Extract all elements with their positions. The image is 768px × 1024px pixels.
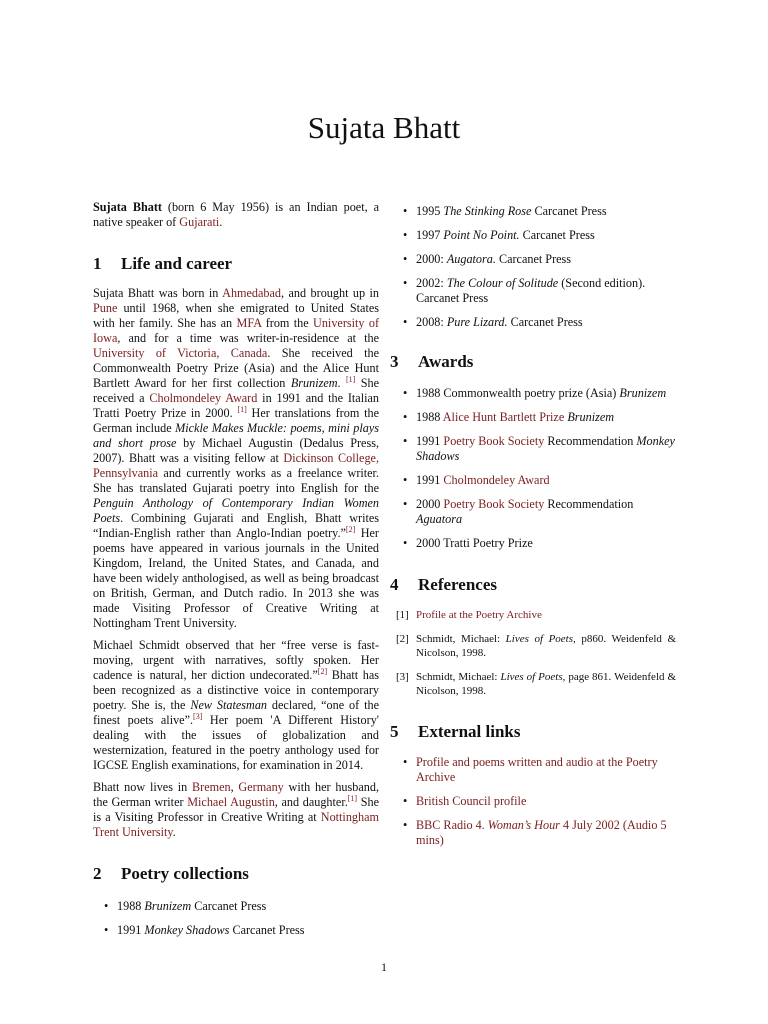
text: Michael Schmidt observed that her “free verse is fast-moving, urgent with narratives, softly spoken. Her cadence is natural, her diction undecorated.”	[93, 638, 379, 682]
link-ahmedabad[interactable]: Ahmedabad	[222, 286, 282, 300]
year: 2008:	[416, 315, 447, 329]
link-university-of-iowa[interactable]: University of Iowa	[93, 316, 379, 345]
text: .	[172, 825, 176, 839]
reference-number: [3]	[396, 671, 409, 683]
link-poetry-archive-profile[interactable]: Profile at the Poetry Archive	[416, 609, 542, 621]
link-dickinson-college[interactable]: Dickinson College, Pennsylvania	[93, 451, 380, 480]
text: and currently works as a freelance writer. She has translated Gujarati poetry into English for the	[93, 466, 379, 495]
section-title: Life and career	[121, 254, 233, 273]
section-heading-awards	[390, 354, 676, 369]
section-heading-poetry	[93, 866, 379, 881]
list-item	[392, 204, 676, 219]
text: , page 861. Weidenfeld & Nicolson, 1998.	[416, 671, 677, 697]
work-title: Penguin Anthology of Contemporary Indian Women Poets	[93, 496, 379, 525]
publisher: Carcanet Press	[495, 252, 572, 266]
external-links-list	[392, 755, 676, 848]
work-title: The Stinking Rose	[443, 204, 532, 218]
text: . She received the Commonwealth Poetry Prize (Asia) and the Alice Hunt Bartlett Award for her first collection	[93, 346, 379, 390]
link-text: 4 July 2002 (Audio 5 mins)	[416, 818, 667, 847]
text: Recommendation	[544, 497, 634, 511]
list-item	[392, 818, 676, 848]
work-title: Lives of Poets	[500, 671, 563, 683]
text: Her translations from the German include	[93, 406, 379, 435]
year: 1997	[416, 228, 444, 242]
link-cholmondeley-award[interactable]: Cholmondeley Award	[149, 391, 258, 405]
work-title: Aguatora	[416, 512, 463, 526]
list-item	[392, 228, 676, 243]
list-item	[392, 497, 676, 527]
link-mfa[interactable]: MFA	[236, 316, 262, 330]
text: She is a Visiting Professor in Creative Writing at	[93, 795, 380, 824]
text: .	[337, 376, 346, 390]
link-germany[interactable]: Germany	[238, 780, 284, 794]
section-number: 3	[390, 352, 399, 371]
work-title: Brunizem	[567, 410, 615, 424]
references-list	[392, 608, 676, 698]
citation-1[interactable]: [1]	[345, 374, 356, 384]
publisher: Carcanet Press	[519, 228, 595, 242]
text: in 1991 and the Italian Tratti Poetry Prize in 2000.	[93, 391, 379, 420]
text: Schmidt, Michael:	[416, 633, 506, 645]
text: She received a	[93, 376, 379, 405]
list-item	[392, 386, 676, 401]
section-number: 2	[93, 864, 102, 883]
link-pune[interactable]: Pune	[93, 301, 118, 315]
year: 1991	[117, 923, 145, 937]
work-title: The Colour of Solitude	[446, 276, 559, 290]
link-bremen[interactable]: Bremen	[192, 780, 231, 794]
link-british-council-profile[interactable]: British Council profile	[416, 794, 527, 808]
citation-1[interactable]: [1]	[237, 404, 247, 414]
work-title: Brunizem	[144, 899, 192, 913]
poetry-list-right	[392, 204, 676, 330]
list-item	[392, 434, 676, 464]
list-item	[93, 899, 379, 914]
text: . Combining Gujarati and English, Bhatt writes “Indian-English rather than Anglo-Indian poetry.”	[93, 511, 379, 540]
reference-number: [1]	[396, 609, 409, 621]
citation-1[interactable]: [1]	[347, 793, 358, 803]
text: Schmidt, Michael:	[416, 671, 501, 683]
text: 1991	[416, 434, 444, 448]
text: , and daughter.	[274, 795, 348, 809]
text: 2000 Tratti Poetry Prize	[416, 536, 533, 550]
citation-3[interactable]: [3]	[193, 711, 203, 721]
link-poetry-archive[interactable]: Profile and poems written and audio at the Poetry Archive	[416, 755, 658, 784]
reference-number: [2]	[396, 633, 409, 645]
text: , p860. Weidenfeld & Nicolson, 1998.	[416, 633, 677, 659]
section-heading-references	[390, 577, 676, 592]
subject-name: Sujata Bhatt	[93, 200, 162, 214]
link-alice-hunt-bartlett-prize[interactable]: Alice Hunt Bartlett Prize	[442, 410, 565, 424]
reference-item	[392, 632, 676, 660]
reference-item	[392, 670, 676, 698]
work-title: Monkey Shadows	[416, 434, 675, 463]
list-item	[93, 923, 379, 938]
section-heading-external-links	[390, 724, 676, 739]
list-item	[392, 410, 676, 425]
citation-2[interactable]: [2]	[345, 524, 356, 534]
life-paragraph-3	[93, 780, 379, 840]
text: from the	[261, 316, 314, 330]
link-cholmondeley-award[interactable]: Cholmondeley Award	[443, 473, 550, 487]
text: with her husband, the German writer	[93, 780, 379, 809]
awards-list	[392, 386, 676, 551]
text: 1988 Commonwealth poetry prize (Asia)	[416, 386, 620, 400]
section-title: External links	[418, 722, 521, 741]
text: by Michael Augustin (Dedalus Press, 2007). Bhatt was a visiting fellow at	[93, 436, 379, 465]
link-text: BBC Radio 4.	[416, 818, 488, 832]
link-poetry-book-society[interactable]: Poetry Book Society	[443, 497, 545, 511]
year: 1995	[416, 204, 444, 218]
intro-text-end: .	[219, 215, 223, 229]
work-title: Point No Point.	[443, 228, 520, 242]
section-title: Awards	[418, 352, 474, 371]
text: ,	[230, 780, 239, 794]
link-michael-augustin[interactable]: Michael Augustin	[187, 795, 275, 809]
link-university-of-victoria[interactable]: University of Victoria, Canada	[93, 346, 268, 360]
text: declared, “one of the finest poets alive”.	[93, 698, 379, 727]
link-nottingham-trent-university[interactable]: Nottingham Trent University	[93, 810, 379, 839]
text: Recommendation	[544, 434, 637, 448]
work-title: Brunizem	[290, 376, 338, 390]
text: until 1968, when she emigrated to United States with her family. She has an	[93, 301, 379, 330]
intro-text: (born 6 May 1956) is an Indian poet, a native speaker of	[93, 200, 379, 229]
text: Bhatt has been recognized as a distinctive voice in contemporary poetry. She is, the	[93, 668, 380, 712]
link-bbc-radio-4[interactable]	[416, 818, 667, 847]
year: 2000:	[416, 252, 447, 266]
year: 1988	[117, 899, 145, 913]
work-title: Augatora.	[446, 252, 496, 266]
work-title: Mickle Makes Muckle: poems, mini plays and short prose	[93, 421, 380, 450]
life-paragraph-2	[93, 638, 379, 773]
text: 1991	[416, 473, 444, 487]
list-item	[392, 276, 676, 306]
text: 2000	[416, 497, 444, 511]
list-item	[392, 252, 676, 267]
publisher: (Second edition). Carcanet Press	[416, 276, 646, 305]
work-title: Lives of Poets	[505, 633, 574, 645]
text: Her poems have appeared in various journals in the United Kingdom, Ireland, the United States, and Canada, and have been widely anthologised, as well as being broadcast on British, German, and Dutch radio. In 2013 she was made Visiting Professor of Creative Writing at Nottingham Trent University.	[93, 526, 379, 630]
text: , and brought up in	[281, 286, 379, 300]
section-number: 1	[93, 254, 102, 273]
link-gujarati[interactable]: Gujarati	[179, 215, 220, 229]
section-number: 5	[390, 722, 399, 741]
section-number: 4	[390, 575, 399, 594]
reference-item	[392, 608, 676, 622]
work-title: Brunizem	[619, 386, 667, 400]
programme-title: Woman’s Hour	[487, 818, 560, 832]
work-title: Monkey Shadows	[144, 923, 230, 937]
life-paragraph-1	[93, 286, 379, 631]
page-title: Sujata Bhatt	[307, 110, 461, 145]
publisher: Carcanet Press	[229, 923, 305, 937]
section-heading-life	[93, 256, 379, 271]
work-title: Pure Lizard.	[446, 315, 508, 329]
poetry-list-left	[93, 899, 379, 938]
text: Sujata Bhatt was born in	[93, 286, 223, 300]
year: 2002:	[416, 276, 447, 290]
left-column	[93, 200, 379, 938]
list-item	[392, 794, 676, 809]
link-poetry-book-society[interactable]: Poetry Book Society	[443, 434, 545, 448]
list-item	[392, 473, 676, 488]
section-title: References	[418, 575, 497, 594]
publisher: Carcanet Press	[531, 204, 607, 218]
intro-paragraph	[93, 200, 379, 230]
publication-title: New Statesman	[190, 698, 268, 712]
text: , and for a time was writer-in-residence at the	[117, 331, 379, 345]
list-item	[392, 315, 676, 330]
text: 1988	[416, 410, 443, 424]
publisher: Carcanet Press	[507, 315, 583, 329]
text: Her poem 'A Different History' dealing with the issues of globalization and westernization, featured in the poetry anthology used for IGCSE English examinations, for examination in 2014.	[93, 713, 379, 772]
list-item	[392, 536, 676, 551]
list-item	[392, 755, 676, 785]
section-title: Poetry collections	[121, 864, 249, 883]
publisher: Carcanet Press	[191, 899, 267, 913]
page-number: 1	[381, 960, 387, 974]
right-column	[392, 204, 676, 848]
text: Bhatt now lives in	[93, 780, 192, 794]
citation-2[interactable]: [2]	[317, 666, 328, 676]
